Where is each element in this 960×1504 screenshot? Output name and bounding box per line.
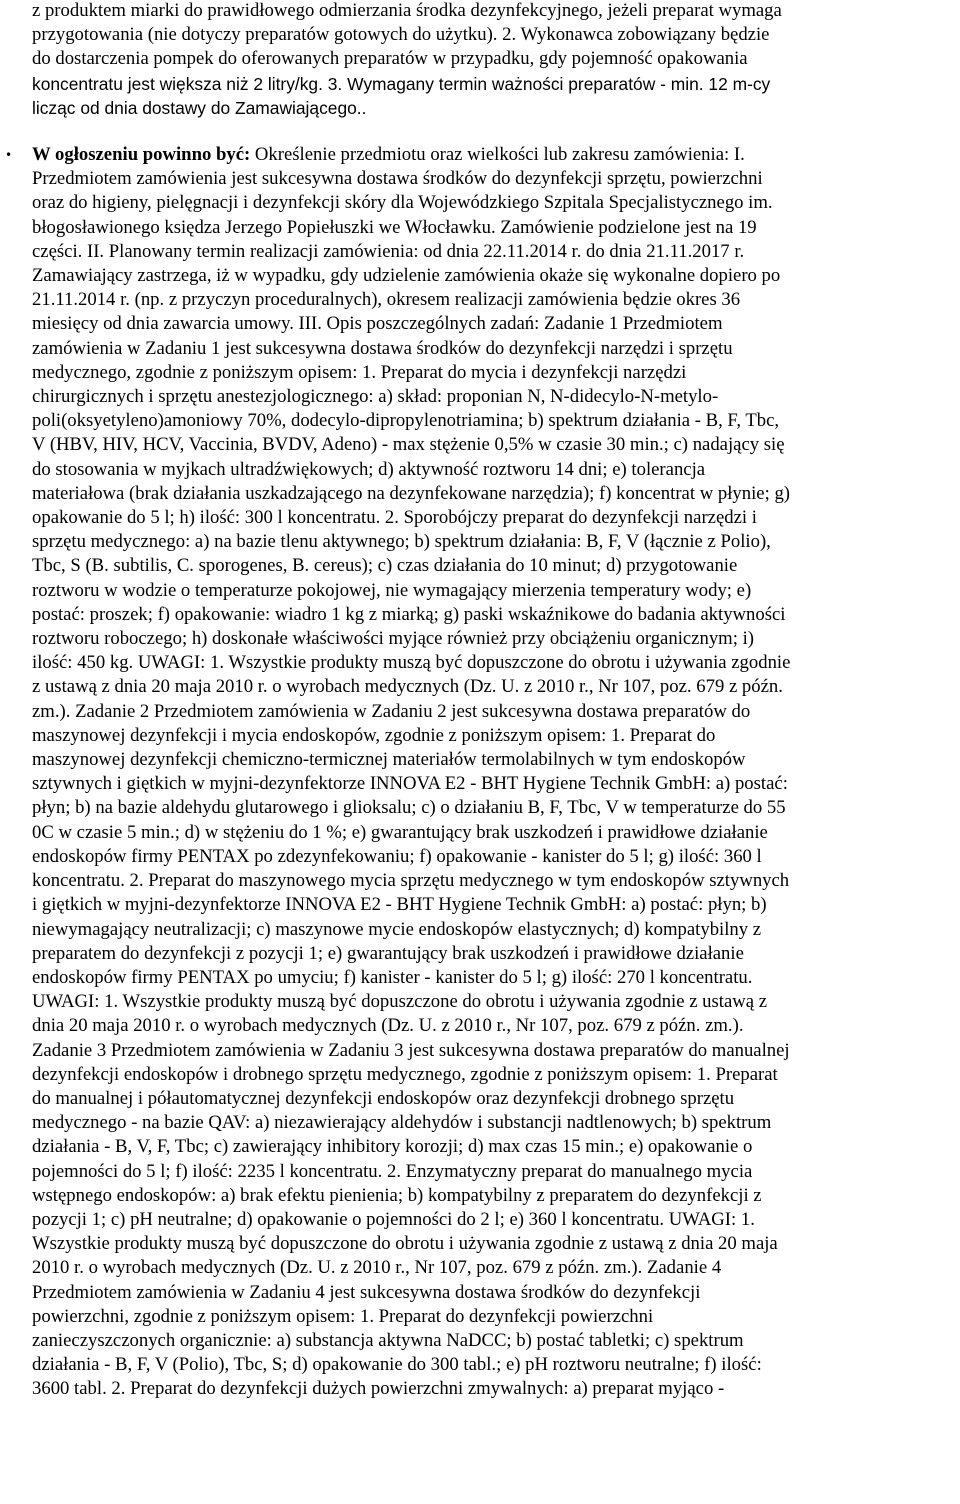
text-line: dnia 20 maja 2010 r. o wyrobach medycznych (Dz. U. z 2010 r., Nr 107, poz. 679 z późn. zm.). — [32, 1015, 744, 1037]
bullet-heading: W ogłoszeniu powinno być: — [32, 144, 251, 165]
text-line: medycznego - na bazie QAV: a) niezawierający aldehydów i substancji nadtlenowych; b) spektrum — [32, 1112, 772, 1134]
text-line: pojemności do 5 l; f) ilość: 2235 l koncentratu. 2. Enzymatyczny preparat do manualnego mycia — [32, 1160, 753, 1182]
text-line: 21.11.2014 r. (np. z przyczyn proceduralnych), okresem realizacji zamówienia będzie okres 36 — [32, 289, 741, 311]
text-line: koncentratu. 2. Preparat do maszynowego mycia sprzętu medycznego w tym endoskopów sztywnych — [32, 870, 790, 892]
text-line: postać: proszek; f) opakowanie: wiadro 1 kg z miarką; g) paski wskaźnikowe do badania aktywności — [32, 603, 786, 625]
text-line: medycznego, zgodnie z poniższym opisem: 1. Preparat do mycia i dezynfekcji narzędzi — [32, 361, 687, 383]
text-line: do manualnej i półautomatycznej dezynfekcji endoskopów oraz dezynfekcji drobnego sprzętu — [32, 1087, 735, 1109]
text-line: miesięcy od dnia zawarcia umowy. III. Opis poszczególnych zadań: Zadanie 1 Przedmiotem — [32, 313, 723, 335]
text-line: 3600 tabl. 2. Preparat do dezynfekcji dużych powierzchni zmywalnych: a) preparat myjąco - — [32, 1378, 725, 1400]
text-line: wstępnego endoskopów: a) brak efektu pienienia; b) kompatybilny z preparatem do dezynfekcji z — [32, 1184, 762, 1206]
text-line: części. II. Planowany termin realizacji zamówienia: od dnia 22.11.2014 r. do dnia 21.11.2017 r. — [32, 240, 745, 262]
text-line: zamówienia w Zadaniu 1 jest sukcesywna dostawa środków do dezynfekcji narzędzi i sprzętu — [32, 337, 733, 359]
text-line: sprzętu medycznego: a) na bazie tlenu aktywnego; b) spektrum działania: B, F, V (łącznie z Polio), — [32, 531, 771, 553]
text-line: dezynfekcji endoskopów i drobnego sprzętu medycznego, zgodnie z poniższym opisem: 1. Preparat — [32, 1063, 778, 1085]
text-line: zanieczyszczonych organicznie: a) substancja aktywna NaDCC; b) postać tabletki; c) spektrum — [32, 1329, 744, 1351]
text-line: Przedmiotem zamówienia w Zadaniu 4 jest sukcesywna dostawa środków do dezynfekcji — [32, 1281, 701, 1303]
text-line: preparatem do dezynfekcji z pozycji 1; e) gwarantujący brak uszkodzeń i prawidłowe działanie — [32, 942, 744, 964]
text-line: endoskopów firmy PENTAX po zdezynfekowaniu; f) opakowanie - kanister do 5 l; g) ilość: 360 l — [32, 845, 762, 867]
text-line: maszynowej dezynfekcji i mycia endoskopów, zgodnie z poniższym opisem: 1. Preparat do — [32, 724, 716, 746]
text-line: niewymagający neutralizacji; c) maszynowe mycie endoskopów elastycznych; d) kompatybilny z — [32, 918, 762, 940]
text-line: pozycji 1; c) pH neutralne; d) opakowanie o pojemności do 2 l; e) 360 l koncentratu. UWAGI: 1. — [32, 1208, 755, 1230]
text-line: endoskopów firmy PENTAX po umyciu; f) kanister - kanister do 5 l; g) ilość: 270 l koncentratu. — [32, 966, 753, 988]
text-line: zm.). Zadanie 2 Przedmiotem zamówienia w Zadaniu 2 jest sukcesywna dostawa preparatów do — [32, 700, 751, 722]
text-line: 2010 r. o wyrobach medycznych (Dz. U. z 2010 r., Nr 107, poz. 679 z późn. zm.). Zadanie 4 — [32, 1257, 722, 1279]
text-line: poli(oksyetyleno)amoniowy 70%, dodecylo-dipropylenotriamina; b) spektrum działania - B, F, Tbc, — [32, 410, 780, 432]
text-line: materiałowa (brak działania uszkadzającego na dezynfekowane narzędzia); f) koncentrat w płynie; g) — [32, 482, 791, 504]
text-line: opakowanie do 5 l; h) ilość: 300 l koncentratu. 2. Sporobójczy preparat do dezynfekcji narzędzi i — [32, 507, 757, 529]
announcement-bullet-item — [5, 143, 954, 1402]
text-line: oraz do higieny, pielęgnacji i dezynfekcji skóry dla Wojewódzkiego Szpitala Specjalistycznego im. — [32, 192, 773, 214]
text-line: działania - B, F, V (Polio), Tbc, S; d) opakowanie do 300 tabl.; e) pH roztworu neutralne; f) ilość: — [32, 1354, 762, 1376]
text-line: Zadanie 3 Przedmiotem zamówienia w Zadaniu 3 jest sukcesywna dostawa preparatów do manualnej — [32, 1039, 790, 1061]
text-line: do dostarczenia pompek do oferowanych preparatów w przypadku, gdy pojemność opakowania — [32, 48, 748, 70]
text-line: licząc od dnia dostawy do Zamawiającego.. — [32, 97, 367, 118]
text-line: Przedmiotem zamówienia jest sukcesywna dostawa środków do dezynfekcji sprzętu, powierzchni — [32, 168, 763, 190]
text-line: z produktem miarki do prawidłowego odmierzania środka dezynfekcyjnego, jeżeli preparat wymaga — [32, 0, 782, 21]
announcement-content — [32, 143, 954, 1402]
bullet-icon: • — [5, 148, 13, 162]
text-line: 0C w czasie 5 min.; d) w stężeniu do 1 %; e) gwarantujący brak uszkodzeń i prawidłowe działanie — [32, 821, 768, 843]
text-line: V (HBV, HIV, HCV, Vaccinia, BVDV, Adeno) - max stężenie 0,5% w czasie 30 min.; c) nadający się — [32, 434, 785, 456]
text-line: przygotowania (nie dotyczy preparatów gotowych do użytku). 2. Wykonawca zobowiązany będzie — [32, 24, 770, 46]
text-line: koncentratu jest większa niż 2 litry/kg. 3. Wymagany termin ważności preparatów - min. 12 m-cy — [32, 73, 771, 94]
text-line: maszynowej dezynfekcji chemiczno-termicznej materiałów termolabilnych w tym endoskopów — [32, 749, 746, 771]
text-line: UWAGI: 1. Wszystkie produkty muszą być dopuszczone do obrotu i używania zgodnie z ustawą z — [32, 991, 768, 1013]
text-line: błogosławionego księdza Jerzego Popiełuszki we Włocławku. Zamówienie podzielone jest na 19 — [32, 216, 757, 238]
text-line: Zamawiający zastrzega, iż w wypadku, gdy udzielenie zamówienia okaże się wykonalne dopiero po — [32, 265, 781, 287]
intro-paragraph — [32, 0, 954, 120]
text-line: z ustawą z dnia 20 maja 2010 r. o wyrobach medycznych (Dz. U. z 2010 r., Nr 107, poz. 679 z późn. — [32, 676, 783, 698]
text-line: Tbc, S (B. subtilis, C. sporogenes, B. cereus); c) czas działania do 10 minut; d) przygotowanie — [32, 555, 738, 577]
text-line: działania - B, V, F, Tbc; c) zawierający inhibitory korozji; d) max czas 15 min.; e) opakowanie o — [32, 1136, 753, 1158]
text-line: sztywnych i giętkich w myjni-dezynfektorze INNOVA E2 - BHT Hygiene Technik GmbH: a) postać: — [32, 773, 788, 795]
text-line: chirurgicznych i sprzętu anestezjologicznego: a) skład: proponian N, N-didecylo-N-metylo- — [32, 386, 719, 408]
text-line: Określenie przedmiotu oraz wielkości lub zakresu zamówienia: I. — [250, 144, 745, 165]
text-line: roztworu roboczego; h) doskonałe właściwości myjące również przy obciążeniu organicznym; i) — [32, 628, 754, 650]
text-line: i giętkich w myjni-dezynfektorze INNOVA E2 - BHT Hygiene Technik GmbH: a) postać: płyn; b) — [32, 894, 767, 916]
text-line: roztworu w wodzie o temperaturze pokojowej, nie wymagający mierzenia temperatury wody; e) — [32, 579, 752, 601]
text-line: Wszystkie produkty muszą być dopuszczone do obrotu i używania zgodnie z ustawą z dnia 20 maja — [32, 1233, 778, 1255]
text-line: powierzchni, zgodnie z poniższym opisem: 1. Preparat do dezynfekcji powierzchni — [32, 1305, 654, 1327]
text-line: do stosowania w myjkach ultradźwiękowych; d) aktywność roztworu 14 dni; e) tolerancja — [32, 458, 706, 480]
text-line: płyn; b) na bazie aldehydu glutarowego i glioksalu; c) o działaniu B, F, Tbc, V w temperaturze do 55 — [32, 797, 786, 819]
text-line: ilość: 450 kg. UWAGI: 1. Wszystkie produkty muszą być dopuszczone do obrotu i używania zgodnie — [32, 652, 791, 674]
